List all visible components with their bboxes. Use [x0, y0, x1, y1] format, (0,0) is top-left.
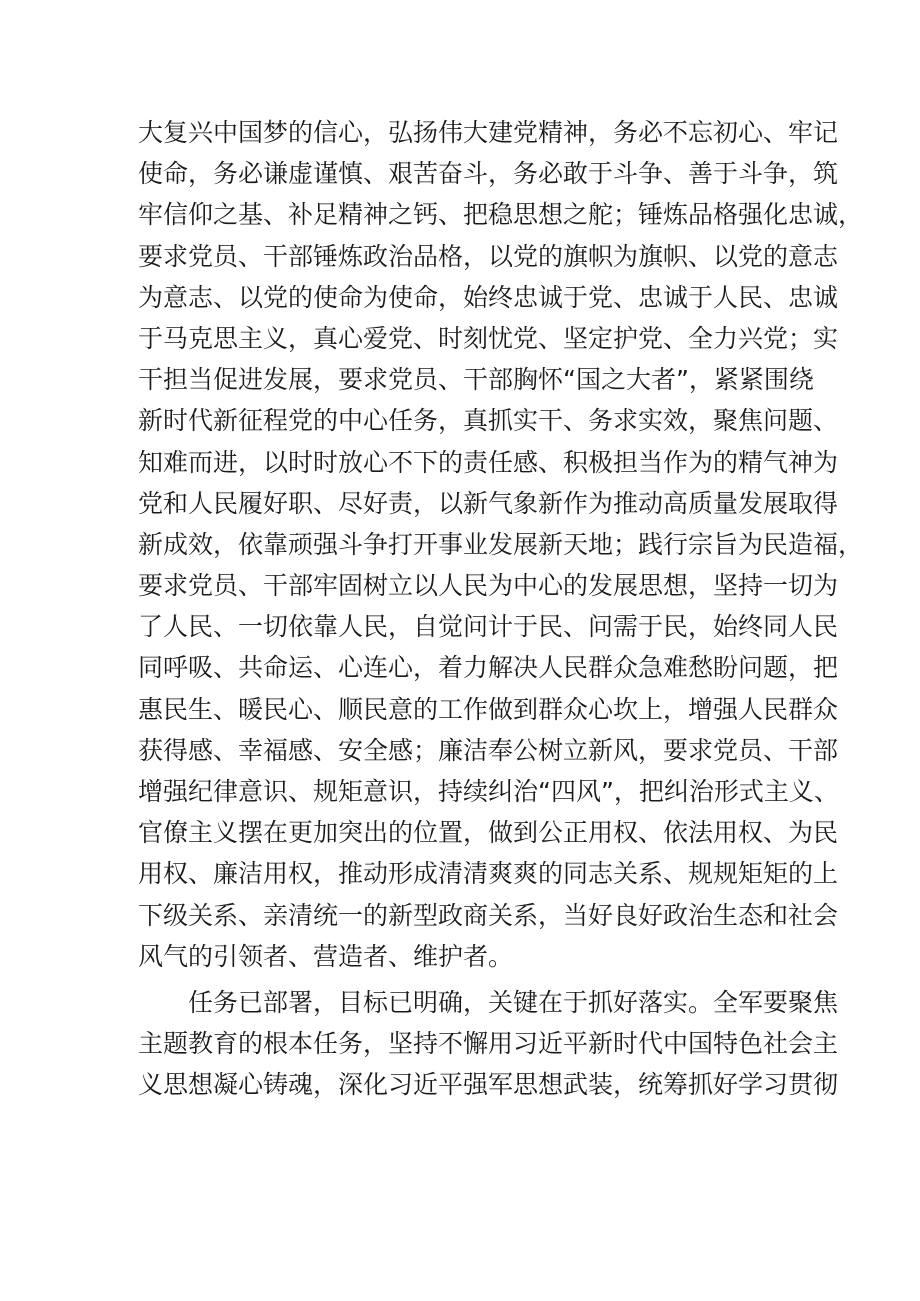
text-line: 要求党员、干部锤炼政治品格，以党的旗帜为旗帜、以党的意志 [138, 241, 839, 271]
text-line: 使命，务必谦虚谨慎、艰苦奋斗，务必敢于斗争、善于斗争，筑 [138, 159, 839, 189]
text-line: 任务已部署，目标已明确，关键在于抓好落实。全军要聚焦 [188, 987, 839, 1017]
text-line: 惠民生、暖民心、顺民意的工作做到群众心坎上，增强人民群众 [138, 694, 839, 724]
paragraph-1 [138, 112, 864, 977]
text-line: 知难而进，以时时放心不下的责任感、积极担当作为的精气神为 [138, 447, 839, 477]
text-line: 新时代新征程党的中心任务，真抓实干、务求实效，聚焦问题、 [138, 406, 839, 436]
text-line: 增强纪律意识、规矩意识，持续纠治“四风”，把纠治形式主义、 [138, 777, 839, 806]
text-line: 党和人民履好职、尽好责，以新气象新作为推动高质量发展取得 [138, 488, 839, 518]
text-line: 干担当促进发展，要求党员、干部胸怀“国之大者”，紧紧围绕 [138, 365, 814, 395]
text-line: 义思想凝心铸魂，深化习近平强军思想武装，统筹抓好学习贯彻 [138, 1070, 839, 1100]
text-line: 要求党员、干部牢固树立以人民为中心的发展思想，坚持一切为 [138, 571, 839, 601]
text-line: 大复兴中国梦的信心，弘扬伟大建党精神，务必不忘初心、牢记 [138, 118, 839, 147]
text-line: 于马克思主义，真心爱党、时刻忧党、坚定护党、全力兴党；实 [138, 323, 839, 353]
text-line: 了人民、一切依靠人民，自觉问计于民、问需于民，始终同人民 [138, 612, 839, 642]
text-line: 官僚主义摆在更加突出的位置，做到公正用权、依法用权、为民 [138, 818, 839, 848]
text-line: 风气的引领者、营造者、维护者。 [138, 941, 514, 971]
text-line: 为意志、以党的使命为使命，始终忠诚于党、忠诚于人民、忠诚 [138, 282, 839, 312]
text-line: 主题教育的根本任务，坚持不懈用习近平新时代中国特色社会主 [138, 1029, 839, 1059]
text-line: 用权、廉洁用权，推动形成清清爽爽的同志关系、规规矩矩的上 [138, 859, 839, 889]
text-line: 新成效，依靠顽强斗争打开事业发展新天地；践行宗旨为民造福， [138, 529, 864, 559]
text-line: 下级关系、亲清统一的新型政商关系，当好良好政治生态和社会 [138, 900, 839, 930]
text-line: 同呼吸、共命运、心连心，着力解决人民群众急难愁盼问题，把 [138, 653, 839, 683]
text-line: 获得感、幸福感、安全感；廉洁奉公树立新风，要求党员、干部 [138, 735, 839, 765]
paragraph-2 [138, 982, 839, 1106]
document-body [138, 112, 864, 1106]
text-line: 牢信仰之基、补足精神之钙、把稳思想之舵；锤炼品格强化忠诚， [138, 200, 864, 230]
